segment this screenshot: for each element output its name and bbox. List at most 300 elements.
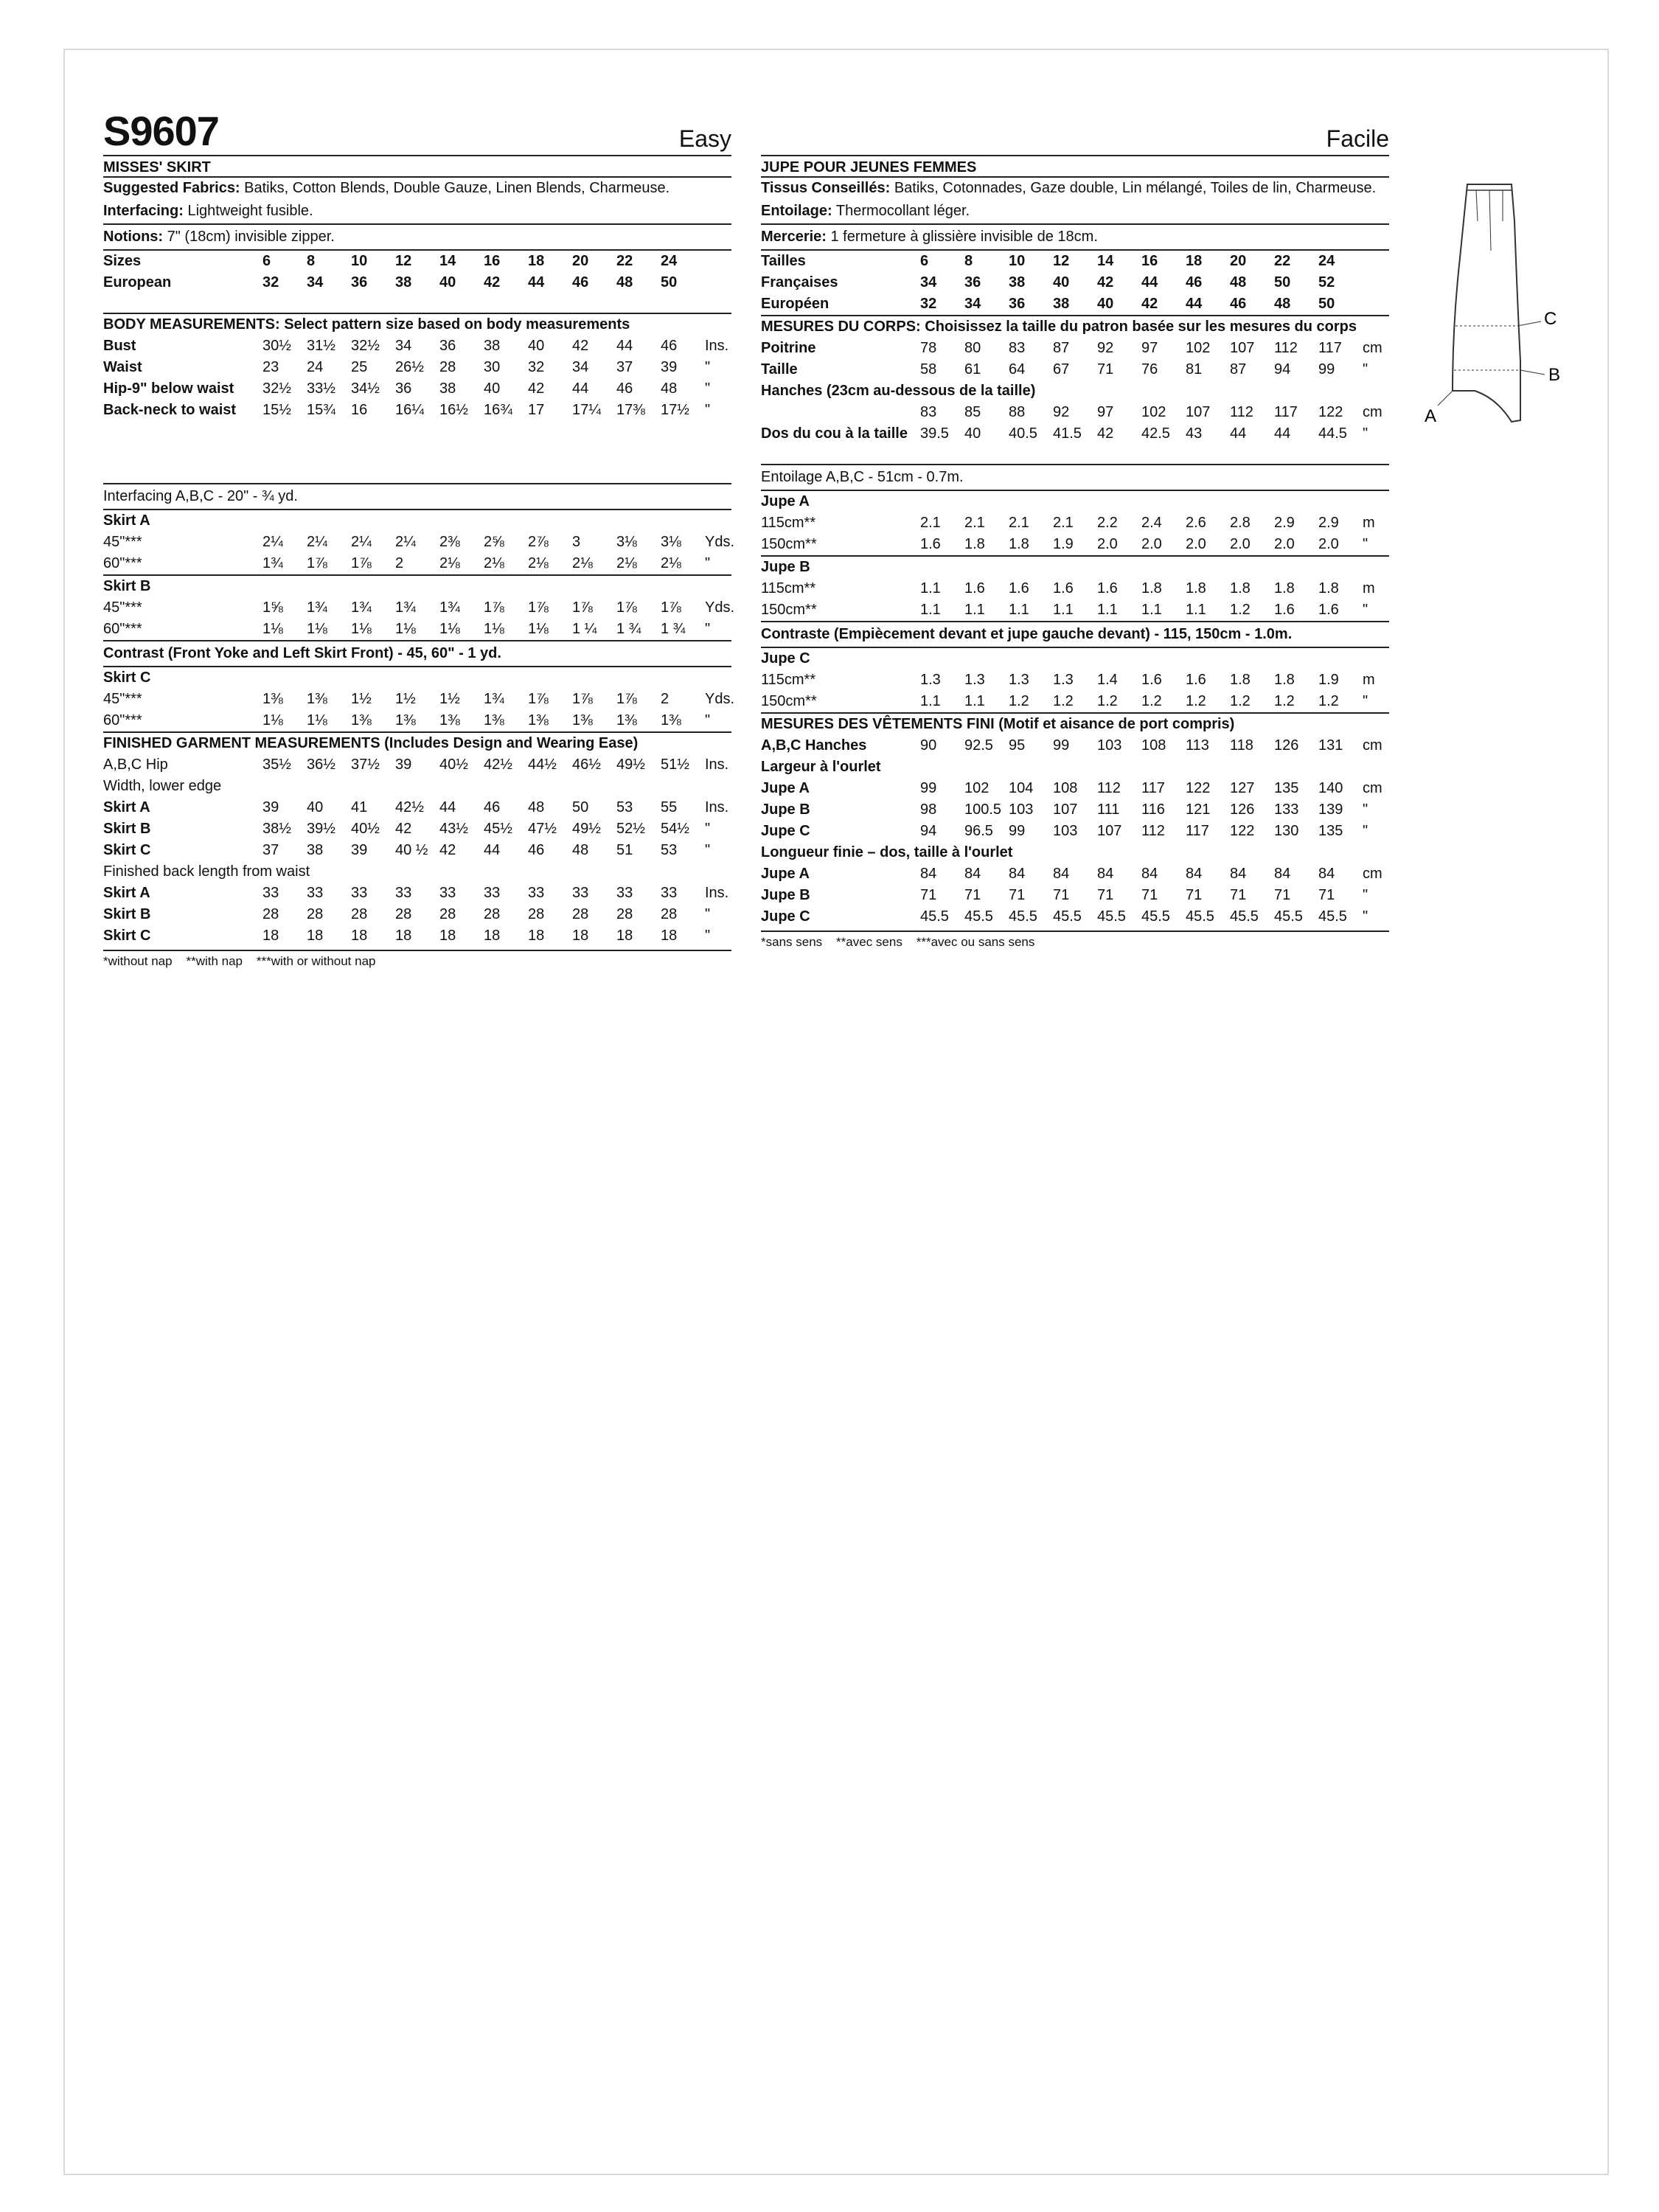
table-cell: 103 xyxy=(1053,823,1078,839)
table-cell: 1½ xyxy=(395,691,416,707)
table-cell: 58 xyxy=(920,361,937,378)
table-cell: 2⅛ xyxy=(572,555,593,571)
table-cell: 40½ xyxy=(439,757,468,773)
table-cell: " xyxy=(705,906,711,922)
table-cell: 1.1 xyxy=(920,580,941,597)
table-cell: 99 xyxy=(920,780,937,796)
table-row xyxy=(761,799,1389,821)
table-cell: 38 xyxy=(484,338,501,354)
row-values xyxy=(920,293,1389,315)
table-row xyxy=(103,818,731,840)
table-cell: " xyxy=(705,621,711,637)
row-values xyxy=(262,378,731,400)
row-label: 115cm** xyxy=(761,672,816,688)
table-cell: 1⅛ xyxy=(528,621,549,637)
table-cell: 2.0 xyxy=(1230,536,1251,552)
table-cell: 39 xyxy=(661,359,678,375)
row-label: Waist xyxy=(103,359,142,375)
info-line xyxy=(761,225,1389,251)
row-label: Jupe C xyxy=(761,908,810,925)
table-cell: 112 xyxy=(1141,823,1165,839)
table-cell: 18 xyxy=(439,928,456,944)
table-row xyxy=(103,597,735,619)
table-row xyxy=(103,840,731,861)
table-cell: 45.5 xyxy=(1009,908,1037,925)
table-cell: 1⅜ xyxy=(439,712,460,728)
table-cell: 71 xyxy=(1230,887,1247,903)
table-cell: 1.6 xyxy=(1053,580,1074,597)
table-row xyxy=(103,251,731,272)
table-cell: 3⅛ xyxy=(616,534,637,550)
table-cell: 1.4 xyxy=(1097,672,1118,688)
table-row xyxy=(761,338,1389,359)
table-cell: 12 xyxy=(395,253,412,269)
table-cell: 1.6 xyxy=(964,580,985,597)
table-cell: 1⅜ xyxy=(528,712,549,728)
table-cell: 16 xyxy=(484,253,501,269)
table-cell: 2.0 xyxy=(1274,536,1295,552)
table-cell: 10 xyxy=(1009,253,1026,269)
row-label: Jupe B xyxy=(761,887,810,903)
row-label: 45"*** xyxy=(103,599,142,616)
table-cell: 28 xyxy=(395,906,412,922)
table-cell: 18 xyxy=(528,928,545,944)
table-row xyxy=(103,272,731,293)
fabrics-line xyxy=(103,178,731,199)
table-cell: 87 xyxy=(1053,340,1070,356)
table-cell: 42 xyxy=(1097,274,1114,291)
table-cell: 33 xyxy=(528,885,545,901)
table-cell: " xyxy=(705,821,711,837)
table-cell: 55 xyxy=(661,799,678,815)
table-cell: 48 xyxy=(616,274,633,291)
table-cell: 45.5 xyxy=(1097,908,1126,925)
interfacing-text: Lightweight fusible. xyxy=(183,203,313,219)
table-cell: 51 xyxy=(616,842,633,858)
table-cell: 103 xyxy=(1009,801,1034,818)
row-label: Jupe A xyxy=(761,780,810,796)
table-cell: 44 xyxy=(572,380,589,397)
table-cell: 52½ xyxy=(616,821,645,837)
table-cell: 46 xyxy=(528,842,545,858)
table-cell: 99 xyxy=(1009,823,1026,839)
contrast-line: Contraste (Empiècement devant et jupe gauche devant) - 115, 150cm - 1.0m. xyxy=(761,621,1389,648)
table-cell: Ins. xyxy=(705,799,729,815)
table-cell: 117 xyxy=(1141,780,1165,796)
table-row xyxy=(103,619,731,640)
table-cell: 32 xyxy=(528,359,545,375)
width-label: Largeur à l'ourlet xyxy=(761,759,881,775)
table-cell: Yds. xyxy=(705,534,735,550)
table-cell: 1.1 xyxy=(1186,602,1206,618)
table-cell: 84 xyxy=(1274,866,1291,882)
skirt-b-label: Jupe B xyxy=(761,559,810,575)
table-row xyxy=(103,357,731,378)
table-cell: 108 xyxy=(1053,780,1078,796)
center-seam xyxy=(1489,190,1491,251)
width-label: Width, lower edge xyxy=(103,778,222,794)
table-cell: 1⅛ xyxy=(307,712,327,728)
table-cell: 17 xyxy=(528,402,545,418)
table-cell: 1.1 xyxy=(1009,602,1029,618)
table-cell: " xyxy=(1363,887,1368,903)
table-cell: 1.2 xyxy=(1097,693,1118,709)
table-cell: 96.5 xyxy=(964,823,993,839)
spacer xyxy=(103,464,731,483)
table-cell: 36 xyxy=(439,338,456,354)
table-cell: 1.8 xyxy=(964,536,985,552)
english-column xyxy=(103,108,735,972)
table-cell: 71 xyxy=(1009,887,1026,903)
table-cell: 52 xyxy=(1318,274,1335,291)
table-cell: 48 xyxy=(572,842,589,858)
pattern-number: S9607 xyxy=(103,108,219,154)
table-cell: 1.2 xyxy=(1230,693,1251,709)
table-cell: 83 xyxy=(920,404,937,420)
row-values xyxy=(262,689,735,710)
table-cell: 6 xyxy=(262,253,271,269)
table-cell: 1⅛ xyxy=(439,621,460,637)
interfacing-label: Entoilage: xyxy=(761,203,832,219)
table-cell: 1.2 xyxy=(1009,693,1029,709)
table-cell: 90 xyxy=(920,737,937,754)
table-cell: 31½ xyxy=(307,338,335,354)
table-cell: 1.2 xyxy=(1053,693,1074,709)
table-cell: 71 xyxy=(1186,887,1203,903)
table-cell: 40 xyxy=(528,338,545,354)
row-label: Sizes xyxy=(103,253,142,269)
table-cell: 2.0 xyxy=(1141,536,1162,552)
table-cell: 32 xyxy=(920,296,937,312)
row-values xyxy=(262,619,731,640)
row-values xyxy=(920,338,1389,359)
row-values xyxy=(920,578,1389,599)
table-cell: 18 xyxy=(616,928,633,944)
skirt-a-label: Jupe A xyxy=(761,493,810,509)
table-cell: 1⅝ xyxy=(262,599,283,616)
table-cell: 18 xyxy=(395,928,412,944)
table-cell: 1.1 xyxy=(1053,602,1074,618)
table-cell: 42½ xyxy=(484,757,512,773)
table-cell: 34 xyxy=(395,338,412,354)
row-values xyxy=(920,821,1389,842)
table-cell: 94 xyxy=(920,823,937,839)
spacer xyxy=(103,421,731,464)
table-cell: 98 xyxy=(920,801,937,818)
table-cell: " xyxy=(1363,536,1368,552)
table-cell: 1⅞ xyxy=(528,599,549,616)
table-cell: 28 xyxy=(439,906,456,922)
skirt-line-drawing xyxy=(1423,177,1615,442)
table-cell: 1.8 xyxy=(1274,672,1295,688)
table-cell: 95 xyxy=(1009,737,1026,754)
table-row xyxy=(103,689,735,710)
row-label: Jupe A xyxy=(761,866,810,882)
table-cell: 107 xyxy=(1053,801,1078,818)
table-cell: 84 xyxy=(1009,866,1026,882)
table-cell: 92.5 xyxy=(964,737,993,754)
row-values xyxy=(920,512,1389,534)
table-cell: 71 xyxy=(1097,361,1114,378)
table-cell: 84 xyxy=(1318,866,1335,882)
table-cell: 46 xyxy=(616,380,633,397)
table-cell: 42 xyxy=(484,274,501,291)
table-cell: cm xyxy=(1363,340,1382,356)
table-cell: " xyxy=(705,555,711,571)
table-row xyxy=(103,378,731,400)
table-cell: 2.9 xyxy=(1318,515,1339,531)
row-values xyxy=(262,251,731,272)
interfacing-line xyxy=(761,199,1389,225)
row-values xyxy=(262,597,735,619)
skirt-a-label: Skirt A xyxy=(103,512,150,529)
row-label: Skirt A xyxy=(103,885,150,901)
table-cell: 16 xyxy=(351,402,368,418)
table-cell: 48 xyxy=(1274,296,1291,312)
table-cell: 28 xyxy=(616,906,633,922)
table-cell: 2⅛ xyxy=(484,555,504,571)
row-values xyxy=(262,272,731,293)
table-cell: 34½ xyxy=(351,380,380,397)
table-cell: 40 ½ xyxy=(395,842,428,858)
table-cell: 17¼ xyxy=(572,402,601,418)
table-row xyxy=(103,553,731,574)
table-cell: " xyxy=(705,402,711,418)
table-cell: 1 ¾ xyxy=(661,621,686,637)
table-cell: 1⅜ xyxy=(262,691,283,707)
table-cell: 39.5 xyxy=(920,425,949,442)
table-cell: 127 xyxy=(1230,780,1255,796)
table-cell: 1.3 xyxy=(964,672,985,688)
table-cell: 111 xyxy=(1097,801,1120,818)
section-title: JUPE POUR JEUNES FEMMES xyxy=(761,155,1389,178)
table-cell: 36 xyxy=(1009,296,1026,312)
table-row xyxy=(761,423,1389,445)
table-cell: 42 xyxy=(439,842,456,858)
table-cell: 2.0 xyxy=(1097,536,1118,552)
table-cell: 1¾ xyxy=(307,599,327,616)
table-cell: 26½ xyxy=(395,359,424,375)
row-label: A,B,C Hanches xyxy=(761,737,867,754)
table-cell: 2 xyxy=(395,555,404,571)
table-cell: 130 xyxy=(1274,823,1299,839)
table-cell: 1.6 xyxy=(1009,580,1029,597)
interfacing-yardage: Entoilage A,B,C - 51cm - 0.7m. xyxy=(761,464,1389,491)
table-cell: 61 xyxy=(964,361,981,378)
table-cell: 48 xyxy=(528,799,545,815)
table-cell: 121 xyxy=(1186,801,1211,818)
spacer xyxy=(103,293,731,313)
table-cell: 1⅛ xyxy=(307,621,327,637)
table-cell: 107 xyxy=(1097,823,1122,839)
table-cell: 42 xyxy=(395,821,412,837)
table-cell: 36 xyxy=(964,274,981,291)
table-cell: 32½ xyxy=(351,338,380,354)
table-cell: 44 xyxy=(1141,274,1158,291)
table-row xyxy=(761,821,1389,842)
table-cell: 1.3 xyxy=(1009,672,1029,688)
row-values xyxy=(262,335,731,357)
skirt-c-label: Skirt C xyxy=(103,669,151,686)
table-row xyxy=(761,691,1389,712)
table-cell: 97 xyxy=(1141,340,1158,356)
table-cell: " xyxy=(1363,602,1368,618)
table-cell: 87 xyxy=(1230,361,1247,378)
row-values xyxy=(262,904,731,925)
row-values xyxy=(262,532,735,553)
table-cell: 39 xyxy=(395,757,412,773)
table-cell: 45½ xyxy=(484,821,512,837)
table-cell: 1.6 xyxy=(1274,602,1295,618)
fabrics-text: Batiks, Cotton Blends, Double Gauze, Linen Blends, Charmeuse. xyxy=(240,180,670,196)
table-cell: 39 xyxy=(262,799,279,815)
table-cell: m xyxy=(1363,515,1375,531)
table-cell: 28 xyxy=(351,906,368,922)
table-cell: 2¼ xyxy=(351,534,372,550)
table-cell: 1.1 xyxy=(920,602,941,618)
table-cell: 8 xyxy=(307,253,316,269)
footnote: *sans sens **avec sens ***avec ou sans sens xyxy=(761,935,1035,949)
table-cell: 112 xyxy=(1274,340,1298,356)
table-cell: cm xyxy=(1363,780,1382,796)
table-cell: 46 xyxy=(1230,296,1247,312)
table-cell: 30½ xyxy=(262,338,291,354)
table-cell: 38 xyxy=(307,842,324,858)
table-cell: 2¼ xyxy=(395,534,416,550)
table-cell: 1¾ xyxy=(439,599,460,616)
pointer-c xyxy=(1517,321,1541,326)
table-cell: 1.9 xyxy=(1053,536,1074,552)
pointer-a xyxy=(1438,391,1453,406)
spacer xyxy=(761,445,1389,464)
row-label: Bust xyxy=(103,338,136,354)
table-cell: 2¼ xyxy=(307,534,327,550)
row-values xyxy=(262,840,731,861)
table-cell: 34 xyxy=(307,274,324,291)
table-cell: 1⅞ xyxy=(572,599,593,616)
table-row xyxy=(103,710,731,731)
table-cell: 22 xyxy=(1274,253,1291,269)
table-cell: 28 xyxy=(572,906,589,922)
table-cell: 1⅞ xyxy=(572,691,593,707)
table-cell: 71 xyxy=(964,887,981,903)
table-cell: 107 xyxy=(1230,340,1255,356)
table-cell: 1.6 xyxy=(1186,672,1206,688)
table-cell: 107 xyxy=(1186,404,1211,420)
row-label: Skirt A xyxy=(103,799,150,815)
table-cell: 39 xyxy=(351,842,368,858)
row-label: 115cm** xyxy=(761,515,816,531)
table-cell: 2¼ xyxy=(262,534,283,550)
table-cell: 104 xyxy=(1009,780,1034,796)
table-cell: 3⅛ xyxy=(661,534,681,550)
table-cell: 37½ xyxy=(351,757,380,773)
table-cell: 1⅜ xyxy=(351,712,372,728)
interfacing-yardage: Interfacing A,B,C - 20" - ¾ yd. xyxy=(103,483,731,510)
table-cell: 45.5 xyxy=(1318,908,1347,925)
table-cell: 100.5 xyxy=(964,801,1002,818)
info-line xyxy=(103,225,731,251)
table-cell: 50 xyxy=(572,799,589,815)
table-cell: 20 xyxy=(572,253,589,269)
table-cell: 1⅜ xyxy=(484,712,504,728)
table-row xyxy=(103,532,735,553)
table-cell: 1¾ xyxy=(395,599,416,616)
table-cell: 41 xyxy=(351,799,368,815)
fabrics-line xyxy=(761,178,1389,199)
table-cell: 33½ xyxy=(307,380,335,397)
row-label: 45"*** xyxy=(103,534,142,550)
table-cell: 33 xyxy=(572,885,589,901)
table-cell: Ins. xyxy=(705,885,729,901)
table-cell: 34 xyxy=(920,274,937,291)
table-cell: 46 xyxy=(1186,274,1203,291)
row-values xyxy=(920,735,1389,757)
table-cell: 126 xyxy=(1230,801,1255,818)
table-cell: 40 xyxy=(439,274,456,291)
table-cell: 28 xyxy=(484,906,501,922)
table-cell: 1⅞ xyxy=(307,555,327,571)
table-cell: 42 xyxy=(528,380,545,397)
table-cell: 2⅞ xyxy=(528,534,549,550)
fabrics-text: Batiks, Cotonnades, Gaze double, Lin mélangé, Toiles de lin, Charmeuse. xyxy=(890,180,1377,196)
row-values xyxy=(920,906,1389,928)
table-cell: Ins. xyxy=(705,338,729,354)
skirt-b-label: Skirt B xyxy=(103,578,151,594)
table-cell: 18 xyxy=(484,928,501,944)
table-cell: 33 xyxy=(484,885,501,901)
table-cell: 1.1 xyxy=(964,602,985,618)
row-values xyxy=(920,423,1389,445)
table-cell: 51½ xyxy=(661,757,689,773)
table-cell: 1.9 xyxy=(1318,672,1339,688)
length-label: Finished back length from waist xyxy=(103,863,310,880)
table-cell: 83 xyxy=(1009,340,1026,356)
interfacing-label: Interfacing: xyxy=(103,203,184,219)
table-cell: 1 ¾ xyxy=(616,621,641,637)
table-cell: 44 xyxy=(1274,425,1291,442)
table-cell: 45.5 xyxy=(1186,908,1214,925)
row-values xyxy=(920,778,1389,799)
table-cell: 92 xyxy=(1053,404,1070,420)
row-label: 45"*** xyxy=(103,691,142,707)
notions-text: 1 fermeture à glissière invisible de 18cm. xyxy=(826,229,1098,245)
table-cell: 1¾ xyxy=(351,599,372,616)
table-cell: 2.6 xyxy=(1186,515,1206,531)
table-cell: 2⅛ xyxy=(661,555,681,571)
table-cell: 36 xyxy=(395,380,412,397)
table-cell: 2.4 xyxy=(1141,515,1162,531)
table-cell: 1.8 xyxy=(1009,536,1029,552)
table-cell: 1.2 xyxy=(1230,602,1251,618)
table-cell: 2.8 xyxy=(1230,515,1251,531)
table-cell: 42 xyxy=(1097,425,1114,442)
table-cell: 103 xyxy=(1097,737,1122,754)
table-cell: 71 xyxy=(1141,887,1158,903)
row-label: 150cm** xyxy=(761,536,817,552)
table-cell: 1.1 xyxy=(964,693,985,709)
table-cell: Yds. xyxy=(705,599,735,616)
table-cell: 2.9 xyxy=(1274,515,1295,531)
table-cell: 1.6 xyxy=(1318,602,1339,618)
table-cell: 47½ xyxy=(528,821,557,837)
table-row xyxy=(103,797,731,818)
interfacing-text: Thermocollant léger. xyxy=(832,203,970,219)
table-cell: 32 xyxy=(262,274,279,291)
table-cell: 1.3 xyxy=(1053,672,1074,688)
header-spacer xyxy=(761,111,1389,155)
table-cell: 38½ xyxy=(262,821,291,837)
